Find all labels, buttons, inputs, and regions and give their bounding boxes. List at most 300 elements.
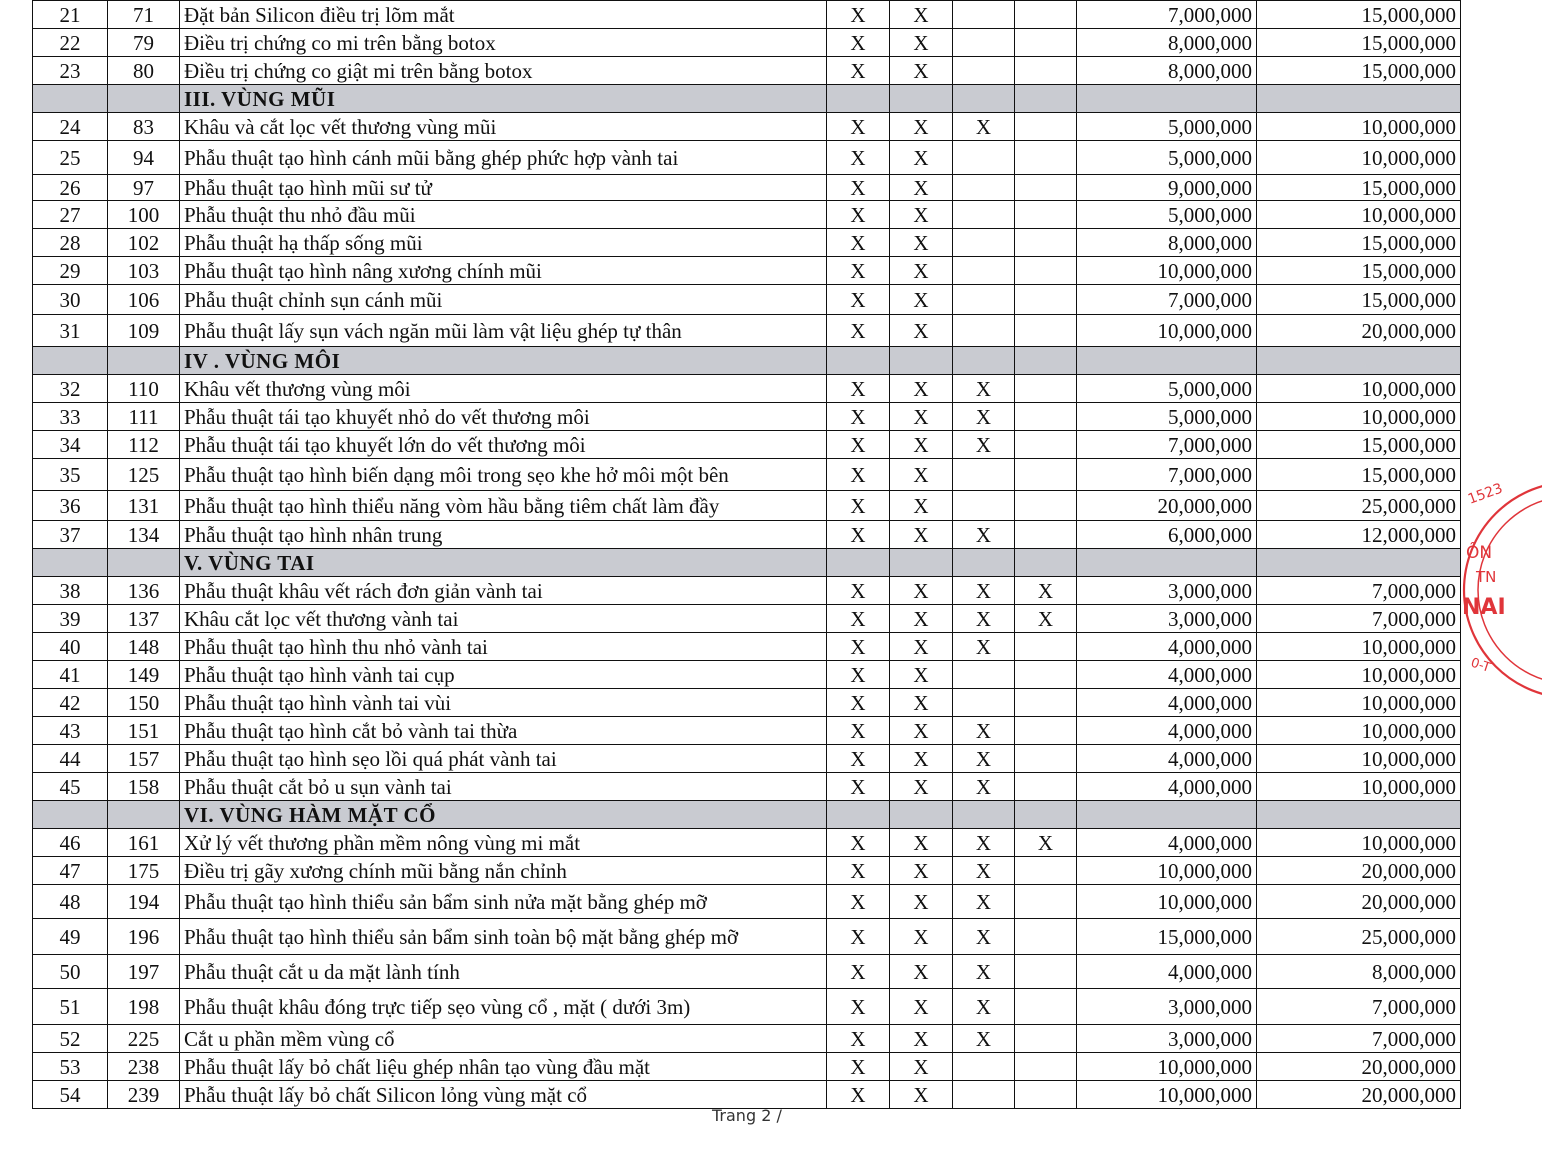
stt-cell: 25 bbox=[33, 141, 108, 175]
table-row bbox=[33, 113, 1461, 141]
price-max-cell: 15,000,000 bbox=[1257, 229, 1461, 257]
mark-cell-1: X bbox=[827, 229, 890, 257]
service-name-cell: Phẫu thuật tạo hình mũi sư tử bbox=[180, 175, 827, 201]
section-cell bbox=[1015, 347, 1077, 375]
stt-cell: 36 bbox=[33, 491, 108, 521]
price-max-cell: 20,000,000 bbox=[1257, 885, 1461, 919]
price-min-cell: 10,000,000 bbox=[1077, 315, 1257, 347]
code-cell: 103 bbox=[108, 257, 180, 285]
mark-cell-2: X bbox=[890, 773, 953, 801]
section-row bbox=[33, 801, 1461, 829]
price-min-cell: 10,000,000 bbox=[1077, 857, 1257, 885]
section-cell bbox=[33, 347, 108, 375]
section-row bbox=[33, 347, 1461, 375]
mark-cell-1: X bbox=[827, 829, 890, 857]
stt-cell: 28 bbox=[33, 229, 108, 257]
mark-cell-3 bbox=[953, 315, 1015, 347]
table-row bbox=[33, 257, 1461, 285]
section-row bbox=[33, 549, 1461, 577]
price-max-cell: 20,000,000 bbox=[1257, 315, 1461, 347]
section-cell bbox=[1257, 85, 1461, 113]
mark-cell-2: X bbox=[890, 201, 953, 229]
stamp-text-2: ÔN bbox=[1466, 543, 1493, 563]
code-cell: 157 bbox=[108, 745, 180, 773]
price-min-cell: 3,000,000 bbox=[1077, 1025, 1257, 1053]
stt-cell: 54 bbox=[33, 1081, 108, 1109]
table-row bbox=[33, 459, 1461, 491]
price-min-cell: 9,000,000 bbox=[1077, 175, 1257, 201]
mark-cell-2: X bbox=[890, 141, 953, 175]
mark-cell-3 bbox=[953, 491, 1015, 521]
table-row bbox=[33, 577, 1461, 605]
price-min-cell: 3,000,000 bbox=[1077, 577, 1257, 605]
stt-cell: 26 bbox=[33, 175, 108, 201]
table-row bbox=[33, 403, 1461, 431]
mark-cell-1: X bbox=[827, 605, 890, 633]
price-min-cell: 10,000,000 bbox=[1077, 1081, 1257, 1109]
mark-cell-2: X bbox=[890, 661, 953, 689]
mark-cell-4 bbox=[1015, 521, 1077, 549]
price-min-cell: 10,000,000 bbox=[1077, 885, 1257, 919]
mark-cell-3: X bbox=[953, 1025, 1015, 1053]
service-name-cell: Khâu cắt lọc vết thương vành tai bbox=[180, 605, 827, 633]
service-name-cell: Phẫu thuật cắt u da mặt lành tính bbox=[180, 955, 827, 989]
price-max-cell: 10,000,000 bbox=[1257, 201, 1461, 229]
mark-cell-1: X bbox=[827, 29, 890, 57]
section-cell bbox=[1257, 549, 1461, 577]
mark-cell-2: X bbox=[890, 315, 953, 347]
mark-cell-4 bbox=[1015, 689, 1077, 717]
service-name-cell: Phẫu thuật chỉnh sụn cánh mũi bbox=[180, 285, 827, 315]
code-cell: 111 bbox=[108, 403, 180, 431]
price-max-cell: 15,000,000 bbox=[1257, 29, 1461, 57]
mark-cell-1: X bbox=[827, 315, 890, 347]
section-cell bbox=[827, 549, 890, 577]
section-cell bbox=[1257, 347, 1461, 375]
mark-cell-2: X bbox=[890, 1081, 953, 1109]
mark-cell-3: X bbox=[953, 885, 1015, 919]
table-row bbox=[33, 1, 1461, 29]
mark-cell-3: X bbox=[953, 633, 1015, 661]
mark-cell-2: X bbox=[890, 113, 953, 141]
table-row bbox=[33, 229, 1461, 257]
price-min-cell: 5,000,000 bbox=[1077, 201, 1257, 229]
price-max-cell: 15,000,000 bbox=[1257, 431, 1461, 459]
code-cell: 148 bbox=[108, 633, 180, 661]
price-max-cell: 15,000,000 bbox=[1257, 1, 1461, 29]
service-name-cell: Phẫu thuật tạo hình biến dạng môi trong sẹo khe hở môi một bên bbox=[180, 459, 827, 491]
mark-cell-2: X bbox=[890, 403, 953, 431]
mark-cell-1: X bbox=[827, 989, 890, 1025]
code-cell: 100 bbox=[108, 201, 180, 229]
table-row bbox=[33, 201, 1461, 229]
section-cell bbox=[827, 801, 890, 829]
mark-cell-2: X bbox=[890, 257, 953, 285]
section-cell bbox=[108, 85, 180, 113]
mark-cell-3 bbox=[953, 201, 1015, 229]
mark-cell-2: X bbox=[890, 919, 953, 955]
mark-cell-1: X bbox=[827, 717, 890, 745]
code-cell: 83 bbox=[108, 113, 180, 141]
price-max-cell: 10,000,000 bbox=[1257, 745, 1461, 773]
price-min-cell: 4,000,000 bbox=[1077, 829, 1257, 857]
mark-cell-3 bbox=[953, 285, 1015, 315]
mark-cell-2: X bbox=[890, 1025, 953, 1053]
mark-cell-4 bbox=[1015, 459, 1077, 491]
service-name-cell: Điều trị chứng co giật mi trên bằng botox bbox=[180, 57, 827, 85]
table-row bbox=[33, 141, 1461, 175]
price-max-cell: 10,000,000 bbox=[1257, 717, 1461, 745]
service-name-cell: Phẫu thuật tạo hình vành tai vùi bbox=[180, 689, 827, 717]
mark-cell-4 bbox=[1015, 57, 1077, 85]
table-row bbox=[33, 689, 1461, 717]
price-max-cell: 15,000,000 bbox=[1257, 175, 1461, 201]
table-row bbox=[33, 829, 1461, 857]
price-max-cell: 10,000,000 bbox=[1257, 141, 1461, 175]
code-cell: 131 bbox=[108, 491, 180, 521]
stt-cell: 44 bbox=[33, 745, 108, 773]
price-max-cell: 7,000,000 bbox=[1257, 605, 1461, 633]
mark-cell-1: X bbox=[827, 773, 890, 801]
price-max-cell: 10,000,000 bbox=[1257, 403, 1461, 431]
section-cell bbox=[890, 549, 953, 577]
mark-cell-1: X bbox=[827, 857, 890, 885]
mark-cell-2: X bbox=[890, 633, 953, 661]
price-max-cell: 15,000,000 bbox=[1257, 459, 1461, 491]
service-name-cell: Phẫu thuật lấy sụn vách ngăn mũi làm vật liệu ghép tự thân bbox=[180, 315, 827, 347]
mark-cell-1: X bbox=[827, 403, 890, 431]
mark-cell-4 bbox=[1015, 989, 1077, 1025]
mark-cell-4 bbox=[1015, 1053, 1077, 1081]
stamp-text-1: 1523 bbox=[1465, 480, 1505, 508]
service-name-cell: Phẫu thuật tạo hình sẹo lồi quá phát vành tai bbox=[180, 745, 827, 773]
mark-cell-3 bbox=[953, 459, 1015, 491]
mark-cell-2: X bbox=[890, 1053, 953, 1081]
mark-cell-4 bbox=[1015, 141, 1077, 175]
code-cell: 151 bbox=[108, 717, 180, 745]
mark-cell-3: X bbox=[953, 745, 1015, 773]
mark-cell-1: X bbox=[827, 1053, 890, 1081]
code-cell: 79 bbox=[108, 29, 180, 57]
stt-cell: 49 bbox=[33, 919, 108, 955]
code-cell: 137 bbox=[108, 605, 180, 633]
service-name-cell: Phẫu thuật tạo hình vành tai cụp bbox=[180, 661, 827, 689]
section-cell bbox=[1077, 347, 1257, 375]
price-min-cell: 5,000,000 bbox=[1077, 375, 1257, 403]
price-min-cell: 6,000,000 bbox=[1077, 521, 1257, 549]
mark-cell-1: X bbox=[827, 257, 890, 285]
service-name-cell: Điều trị chứng co mi trên bằng botox bbox=[180, 29, 827, 57]
stt-cell: 30 bbox=[33, 285, 108, 315]
mark-cell-3: X bbox=[953, 521, 1015, 549]
stt-cell: 31 bbox=[33, 315, 108, 347]
mark-cell-2: X bbox=[890, 829, 953, 857]
mark-cell-1: X bbox=[827, 491, 890, 521]
code-cell: 136 bbox=[108, 577, 180, 605]
mark-cell-2: X bbox=[890, 285, 953, 315]
mark-cell-1: X bbox=[827, 577, 890, 605]
service-name-cell: Phẫu thuật tạo hình thu nhỏ vành tai bbox=[180, 633, 827, 661]
service-name-cell: Điều trị gãy xương chính mũi bằng nắn chỉnh bbox=[180, 857, 827, 885]
mark-cell-4 bbox=[1015, 491, 1077, 521]
mark-cell-1: X bbox=[827, 919, 890, 955]
mark-cell-3 bbox=[953, 1, 1015, 29]
section-cell bbox=[1077, 549, 1257, 577]
mark-cell-1: X bbox=[827, 459, 890, 491]
table-row bbox=[33, 633, 1461, 661]
mark-cell-4 bbox=[1015, 431, 1077, 459]
section-cell bbox=[1077, 85, 1257, 113]
price-min-cell: 8,000,000 bbox=[1077, 229, 1257, 257]
price-min-cell: 4,000,000 bbox=[1077, 633, 1257, 661]
stt-cell: 50 bbox=[33, 955, 108, 989]
service-name-cell: Phẫu thuật tạo hình cắt bỏ vành tai thừa bbox=[180, 717, 827, 745]
service-name-cell: Cắt u phần mềm vùng cổ bbox=[180, 1025, 827, 1053]
stt-cell: 42 bbox=[33, 689, 108, 717]
mark-cell-1: X bbox=[827, 955, 890, 989]
service-name-cell: Phẫu thuật tạo hình cánh mũi bằng ghép phức hợp vành tai bbox=[180, 141, 827, 175]
stt-cell: 52 bbox=[33, 1025, 108, 1053]
mark-cell-1: X bbox=[827, 745, 890, 773]
mark-cell-3: X bbox=[953, 605, 1015, 633]
mark-cell-1: X bbox=[827, 285, 890, 315]
mark-cell-3 bbox=[953, 229, 1015, 257]
code-cell: 112 bbox=[108, 431, 180, 459]
price-table-body bbox=[33, 1, 1461, 1109]
mark-cell-1: X bbox=[827, 141, 890, 175]
stt-cell: 34 bbox=[33, 431, 108, 459]
mark-cell-2: X bbox=[890, 491, 953, 521]
mark-cell-4 bbox=[1015, 773, 1077, 801]
table-row bbox=[33, 745, 1461, 773]
code-cell: 94 bbox=[108, 141, 180, 175]
code-cell: 196 bbox=[108, 919, 180, 955]
mark-cell-2: X bbox=[890, 521, 953, 549]
mark-cell-1: X bbox=[827, 175, 890, 201]
section-cell bbox=[827, 85, 890, 113]
price-min-cell: 7,000,000 bbox=[1077, 431, 1257, 459]
code-cell: 239 bbox=[108, 1081, 180, 1109]
price-max-cell: 20,000,000 bbox=[1257, 1081, 1461, 1109]
mark-cell-1: X bbox=[827, 201, 890, 229]
section-row bbox=[33, 85, 1461, 113]
table-row bbox=[33, 315, 1461, 347]
mark-cell-1: X bbox=[827, 113, 890, 141]
section-cell bbox=[1015, 85, 1077, 113]
mark-cell-2: X bbox=[890, 1, 953, 29]
stt-cell: 41 bbox=[33, 661, 108, 689]
section-cell bbox=[953, 549, 1015, 577]
section-cell bbox=[1257, 801, 1461, 829]
price-max-cell: 10,000,000 bbox=[1257, 375, 1461, 403]
table-row bbox=[33, 955, 1461, 989]
red-stamp bbox=[1462, 470, 1542, 710]
mark-cell-2: X bbox=[890, 175, 953, 201]
stt-cell: 32 bbox=[33, 375, 108, 403]
mark-cell-3: X bbox=[953, 717, 1015, 745]
mark-cell-2: X bbox=[890, 857, 953, 885]
price-max-cell: 8,000,000 bbox=[1257, 955, 1461, 989]
price-min-cell: 7,000,000 bbox=[1077, 1, 1257, 29]
stt-cell: 23 bbox=[33, 57, 108, 85]
price-min-cell: 4,000,000 bbox=[1077, 773, 1257, 801]
price-max-cell: 10,000,000 bbox=[1257, 633, 1461, 661]
mark-cell-4 bbox=[1015, 375, 1077, 403]
stt-cell: 35 bbox=[33, 459, 108, 491]
table-row bbox=[33, 605, 1461, 633]
table-row bbox=[33, 773, 1461, 801]
price-max-cell: 10,000,000 bbox=[1257, 113, 1461, 141]
mark-cell-4 bbox=[1015, 919, 1077, 955]
price-min-cell: 15,000,000 bbox=[1077, 919, 1257, 955]
stt-cell: 46 bbox=[33, 829, 108, 857]
code-cell: 194 bbox=[108, 885, 180, 919]
price-max-cell: 15,000,000 bbox=[1257, 285, 1461, 315]
price-max-cell: 20,000,000 bbox=[1257, 1053, 1461, 1081]
section-cell bbox=[953, 801, 1015, 829]
mark-cell-4: X bbox=[1015, 577, 1077, 605]
mark-cell-3 bbox=[953, 1053, 1015, 1081]
mark-cell-4 bbox=[1015, 1025, 1077, 1053]
mark-cell-4 bbox=[1015, 113, 1077, 141]
mark-cell-4 bbox=[1015, 201, 1077, 229]
service-name-cell: Phẫu thuật cắt bỏ u sụn vành tai bbox=[180, 773, 827, 801]
service-name-cell: Khâu và cắt lọc vết thương vùng mũi bbox=[180, 113, 827, 141]
mark-cell-4 bbox=[1015, 633, 1077, 661]
price-max-cell: 10,000,000 bbox=[1257, 661, 1461, 689]
price-min-cell: 8,000,000 bbox=[1077, 57, 1257, 85]
price-min-cell: 7,000,000 bbox=[1077, 285, 1257, 315]
mark-cell-4 bbox=[1015, 175, 1077, 201]
price-max-cell: 12,000,000 bbox=[1257, 521, 1461, 549]
price-max-cell: 7,000,000 bbox=[1257, 577, 1461, 605]
mark-cell-1: X bbox=[827, 689, 890, 717]
mark-cell-3: X bbox=[953, 919, 1015, 955]
price-min-cell: 4,000,000 bbox=[1077, 689, 1257, 717]
price-max-cell: 25,000,000 bbox=[1257, 491, 1461, 521]
stt-cell: 47 bbox=[33, 857, 108, 885]
mark-cell-4 bbox=[1015, 229, 1077, 257]
section-cell bbox=[1077, 801, 1257, 829]
mark-cell-2: X bbox=[890, 745, 953, 773]
stt-cell: 48 bbox=[33, 885, 108, 919]
price-min-cell: 5,000,000 bbox=[1077, 113, 1257, 141]
price-min-cell: 20,000,000 bbox=[1077, 491, 1257, 521]
mark-cell-2: X bbox=[890, 459, 953, 491]
service-name-cell: Xử lý vết thương phần mềm nông vùng mi mắt bbox=[180, 829, 827, 857]
mark-cell-1: X bbox=[827, 633, 890, 661]
code-cell: 106 bbox=[108, 285, 180, 315]
mark-cell-2: X bbox=[890, 717, 953, 745]
mark-cell-4 bbox=[1015, 257, 1077, 285]
mark-cell-4 bbox=[1015, 285, 1077, 315]
section-title: V. VÙNG TAI bbox=[180, 549, 827, 577]
code-cell: 150 bbox=[108, 689, 180, 717]
mark-cell-4 bbox=[1015, 955, 1077, 989]
mark-cell-3: X bbox=[953, 431, 1015, 459]
mark-cell-4 bbox=[1015, 403, 1077, 431]
code-cell: 158 bbox=[108, 773, 180, 801]
mark-cell-3 bbox=[953, 141, 1015, 175]
section-cell bbox=[890, 85, 953, 113]
mark-cell-4 bbox=[1015, 1, 1077, 29]
price-max-cell: 7,000,000 bbox=[1257, 1025, 1461, 1053]
mark-cell-3: X bbox=[953, 829, 1015, 857]
table-row bbox=[33, 919, 1461, 955]
service-name-cell: Phẫu thuật tạo hình nhân trung bbox=[180, 521, 827, 549]
price-min-cell: 7,000,000 bbox=[1077, 459, 1257, 491]
mark-cell-1: X bbox=[827, 1081, 890, 1109]
table-row bbox=[33, 661, 1461, 689]
stt-cell: 38 bbox=[33, 577, 108, 605]
mark-cell-2: X bbox=[890, 955, 953, 989]
section-title: IV . VÙNG MÔI bbox=[180, 347, 827, 375]
stt-cell: 29 bbox=[33, 257, 108, 285]
table-row bbox=[33, 717, 1461, 745]
mark-cell-3 bbox=[953, 661, 1015, 689]
code-cell: 238 bbox=[108, 1053, 180, 1081]
service-name-cell: Phẫu thuật tạo hình nâng xương chính mũi bbox=[180, 257, 827, 285]
mark-cell-3: X bbox=[953, 955, 1015, 989]
mark-cell-4 bbox=[1015, 745, 1077, 773]
stt-cell: 40 bbox=[33, 633, 108, 661]
section-cell bbox=[108, 347, 180, 375]
mark-cell-1: X bbox=[827, 431, 890, 459]
page-footer: Trang 2 / bbox=[712, 1106, 782, 1125]
mark-cell-4 bbox=[1015, 857, 1077, 885]
table-row bbox=[33, 989, 1461, 1025]
section-cell bbox=[890, 347, 953, 375]
code-cell: 197 bbox=[108, 955, 180, 989]
mark-cell-3 bbox=[953, 29, 1015, 57]
price-min-cell: 4,000,000 bbox=[1077, 661, 1257, 689]
stt-cell: 53 bbox=[33, 1053, 108, 1081]
code-cell: 109 bbox=[108, 315, 180, 347]
section-cell bbox=[108, 801, 180, 829]
stt-cell: 21 bbox=[33, 1, 108, 29]
stamp-text-5: 0-T bbox=[1468, 655, 1493, 676]
mark-cell-3 bbox=[953, 57, 1015, 85]
mark-cell-1: X bbox=[827, 375, 890, 403]
mark-cell-4 bbox=[1015, 29, 1077, 57]
section-cell bbox=[108, 549, 180, 577]
mark-cell-1: X bbox=[827, 1025, 890, 1053]
mark-cell-1: X bbox=[827, 661, 890, 689]
mark-cell-2: X bbox=[890, 989, 953, 1025]
mark-cell-2: X bbox=[890, 689, 953, 717]
service-name-cell: Khâu vết thương vùng môi bbox=[180, 375, 827, 403]
price-min-cell: 4,000,000 bbox=[1077, 717, 1257, 745]
mark-cell-3: X bbox=[953, 375, 1015, 403]
code-cell: 80 bbox=[108, 57, 180, 85]
stamp-text-4: NAI bbox=[1462, 595, 1506, 620]
table-row bbox=[33, 857, 1461, 885]
code-cell: 225 bbox=[108, 1025, 180, 1053]
service-name-cell: Phẫu thuật tạo hình thiểu sản bẩm sinh toàn bộ mặt bằng ghép mỡ bbox=[180, 919, 827, 955]
mark-cell-3: X bbox=[953, 403, 1015, 431]
table-row bbox=[33, 885, 1461, 919]
section-cell bbox=[827, 347, 890, 375]
code-cell: 161 bbox=[108, 829, 180, 857]
table-row bbox=[33, 1025, 1461, 1053]
price-min-cell: 10,000,000 bbox=[1077, 1053, 1257, 1081]
mark-cell-2: X bbox=[890, 57, 953, 85]
table-row bbox=[33, 375, 1461, 403]
mark-cell-3 bbox=[953, 689, 1015, 717]
price-max-cell: 25,000,000 bbox=[1257, 919, 1461, 955]
service-name-cell: Phẫu thuật lấy bỏ chất Silicon lỏng vùng mặt cổ bbox=[180, 1081, 827, 1109]
section-cell bbox=[33, 85, 108, 113]
